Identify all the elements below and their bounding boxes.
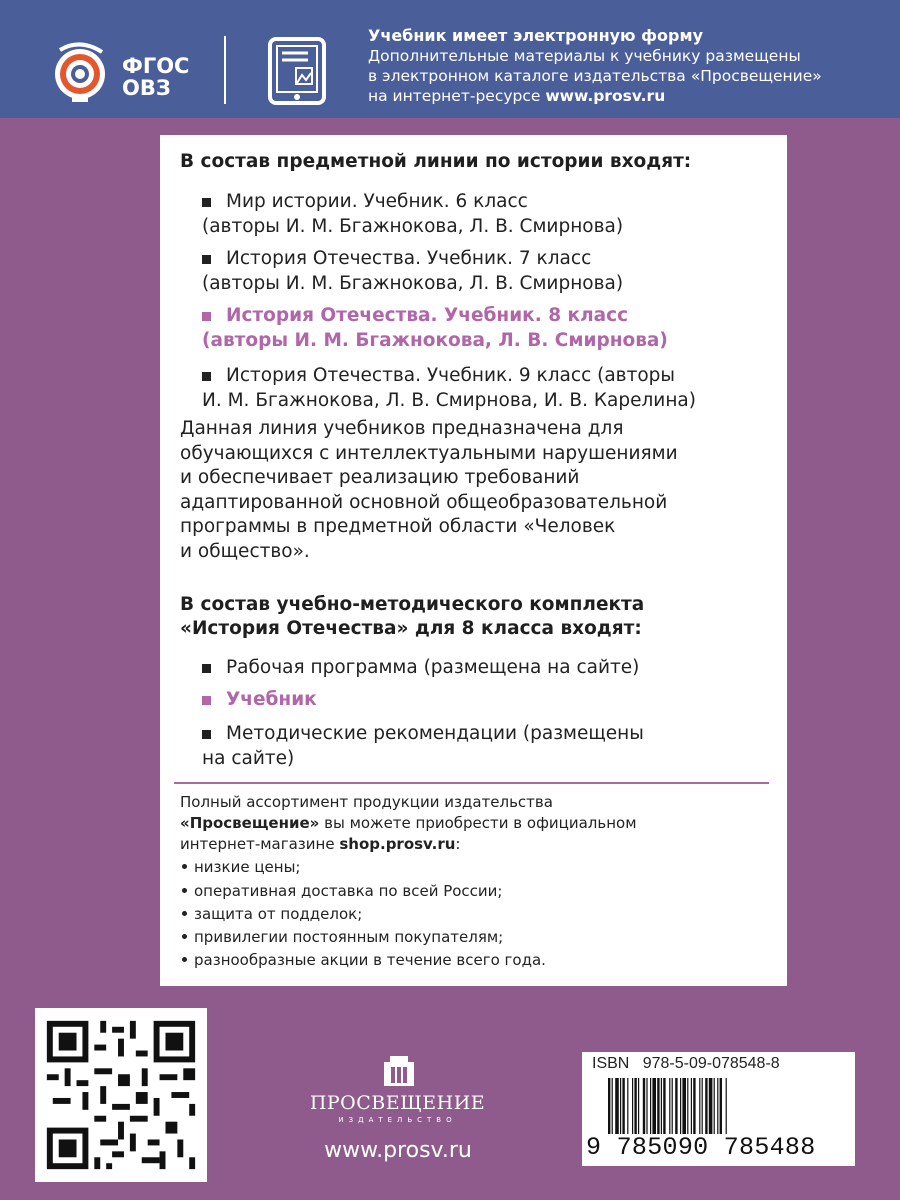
list-item: Методические рекомендации (размещены на сайте) <box>202 723 644 769</box>
prosv-url-link[interactable]: www.prosv.ru <box>545 87 666 105</box>
isbn-block <box>582 1052 855 1166</box>
qr-code-icon <box>35 1008 207 1182</box>
prosveshchenie-logo-icon <box>382 1054 416 1088</box>
shop-bullet: разнообразные акции в течение всего года. <box>182 950 546 970</box>
shop-info: Полный ассортимент продукции издательства «Просвещение» вы можете приобрести в официальном интернет-магазине shop.prosv.ru: <box>180 793 637 853</box>
top-band <box>0 0 900 118</box>
barcode-digits: 9 785090 785488 <box>586 1133 816 1162</box>
list-item-highlighted: Учебник <box>202 687 317 712</box>
description-paragraph: Данная линия учебников предназначена для обучающихся с интеллектуальными нарушениями и обеспечивает реализацию требований адаптированной основной общеобразовательной программы в предметной области «Человек и общество». <box>180 418 678 562</box>
shop-bullet: оперативная доставка по всей России; <box>182 881 502 901</box>
bullet-dot-icon <box>182 934 187 939</box>
bullet-square-icon <box>202 664 211 673</box>
bullet-square-icon <box>202 730 211 739</box>
bullet-dot-icon <box>182 864 187 869</box>
shop-url-link[interactable]: shop.prosv.ru <box>339 835 456 853</box>
content-panel <box>160 135 787 986</box>
bullet-square-icon <box>202 372 211 381</box>
header-divider <box>224 36 226 104</box>
fgos-ovz-logo-icon <box>50 40 120 104</box>
section-divider <box>174 782 769 784</box>
eform-title: Учебник имеет электронную форму <box>368 26 703 45</box>
tablet-icon <box>268 37 326 105</box>
barcode-icon <box>608 1078 834 1134</box>
eform-line: в электронном каталоге издательства «Просвещение» <box>368 67 822 85</box>
electronic-form-info <box>368 26 822 106</box>
bullet-square-icon <box>202 312 211 321</box>
qr-code[interactable] <box>35 1008 207 1182</box>
publisher-name: ПРОСВЕЩЕНИЕ <box>309 1092 486 1114</box>
fgos-ovz-label: ФГОС ОВЗ <box>122 54 190 100</box>
list-item: Мир истории. Учебник. 6 класс (авторы И. М. Бгажнокова, Л. В. Смирнова) <box>202 191 624 237</box>
section-heading: В состав учебно-методического комплекта «История Отечества» для 8 класса входят: <box>180 594 645 639</box>
eform-line: Дополнительные материалы к учебнику размещены <box>368 47 801 65</box>
section-heading: В состав предметной линии по истории входят: <box>180 151 692 172</box>
eform-line: на интернет-ресурсе www.prosv.ru <box>368 87 666 105</box>
shop-bullet: низкие цены; <box>182 857 300 877</box>
list-item-highlighted: История Отечества. Учебник. 8 класс (авторы И. М. Бгажнокова, Л. В. Смирнова) <box>202 305 668 351</box>
bullet-dot-icon <box>182 911 187 916</box>
publisher-url-link[interactable]: www.prosv.ru <box>324 1138 472 1163</box>
bullet-dot-icon <box>182 888 187 893</box>
list-item: История Отечества. Учебник. 7 класс (авторы И. М. Бгажнокова, Л. В. Смирнова) <box>202 248 624 294</box>
shop-bullet: привилегии постоянным покупателям; <box>182 927 503 947</box>
bullet-square-icon <box>202 198 211 207</box>
list-item: Рабочая программа (размещена на сайте) <box>202 655 639 680</box>
list-item: История Отечества. Учебник. 9 класс (авторы И. М. Бгажнокова, Л. В. Смирнова, И. В. Карелина) <box>202 365 696 411</box>
bullet-dot-icon <box>182 957 187 962</box>
bullet-square-icon <box>202 255 211 264</box>
publisher-subtitle: ИЗДАТЕЛЬСТВО <box>338 1116 457 1124</box>
isbn-label: ISBN 978-5-09-078548-8 <box>592 1055 780 1072</box>
shop-bullet: защита от подделок; <box>182 904 362 924</box>
bullet-square-icon <box>202 696 211 705</box>
